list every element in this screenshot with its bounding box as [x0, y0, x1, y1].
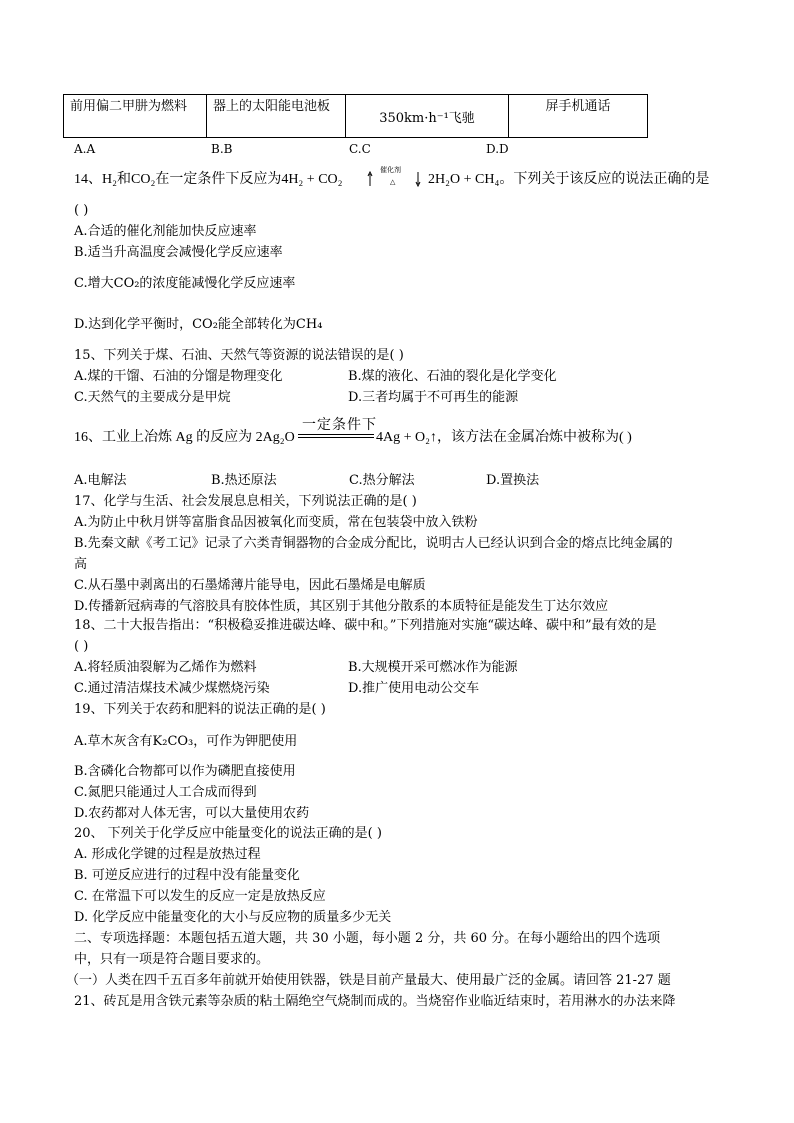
- q17-option-a: A.为防止中秋月饼等富脂食品因被氧化而变质，常在包装袋中放入铁粉: [74, 515, 478, 530]
- q19-stem: 19、下列关于农药和肥料的说法正确的是( ): [74, 702, 326, 717]
- q14-option-a: A.合适的催化剂能加快反应速率: [74, 224, 257, 239]
- q15-option-d: D.三者均属于不可再生的能源: [348, 390, 519, 405]
- q18-option-b: B.大规模开采可燃冰作为能源: [348, 660, 518, 675]
- q16-stem-b: 4Ag + O₂↑，该方法在金属冶炼中被称为( ): [376, 430, 632, 445]
- q15-option-b: B.煤的液化、石油的裂化是化学变化: [348, 369, 557, 384]
- q19-option-b: B.含磷化合物都可以作为磷肥直接使用: [74, 764, 296, 779]
- q18-stem: 18、二十大报告指出：“积极稳妥推进碳达峰、碳中和。”下列措施对实施“碳达峰、碳中和”最有效的是: [74, 618, 657, 633]
- q14-paren: ( ): [74, 203, 89, 218]
- q16-condition-line: [298, 434, 374, 435]
- q13-cell-2: 器上的太阳能电池板: [207, 95, 346, 138]
- q16-stem-a: 16、工业上冶炼 Ag 的反应为 2Ag₂O: [74, 430, 295, 445]
- q15-option-c: C.天然气的主要成分是甲烷: [74, 390, 231, 405]
- q20-option-a: A. 形成化学键的过程是放热过程: [74, 847, 261, 862]
- section2-header-cont: 中，只有一项是符合题目要求的。: [74, 952, 270, 967]
- q16-condition: 一定条件下: [302, 417, 377, 433]
- q16-option-a: A.电解法: [74, 473, 127, 488]
- q17-option-b: B.先秦文献《考工记》记录了六类青铜器物的合金成分配比，说明古人已经认识到合金的熔点比纯金属的: [74, 536, 673, 551]
- q17-stem: 17、化学与生活、社会发展息息相关，下列说法正确的是( ): [74, 494, 417, 509]
- q13-option-c: C.C: [349, 142, 371, 156]
- q14-catalyst-label: 催化剂: [380, 166, 401, 174]
- q20-option-d: D. 化学反应中能量变化的大小与反应物的质量多少无关: [74, 910, 392, 925]
- q15-option-a: A.煤的干馏、石油的分馏是物理变化: [74, 369, 283, 384]
- q14-heat-label: △: [390, 178, 396, 186]
- q13-table: [63, 94, 648, 138]
- q13-option-a: A.A: [74, 142, 96, 156]
- q14-option-d: D.达到化学平衡时，CO₂能全部转化为CH₄: [74, 317, 323, 332]
- q14-option-b: B.适当升高温度会减慢化学反应速率: [74, 245, 283, 260]
- q13-cell-3: 350km·h⁻¹飞驰: [346, 95, 509, 138]
- q17-option-d: D.传播新冠病毒的气溶胶具有胶体性质，其区别于其他分散系的本质特征是能发生丁达尔效应: [74, 599, 609, 614]
- q14-stem-b: 2H₂O + CH₄。下列关于该反应的说法正确的是: [428, 172, 710, 187]
- q17-option-c: C.从石墨中剥离出的石墨烯薄片能导电，因此石墨烯是电解质: [74, 578, 426, 593]
- section2-intro: （一）人类在四千五百多年前就开始使用铁器，铁是目前产量最大、使用最广泛的金属。请回答 21-27 题: [66, 973, 671, 988]
- q16-option-d: D.置换法: [486, 473, 540, 488]
- q13-option-d: D.D: [486, 142, 509, 156]
- q21-stem: 21、砖瓦是用含铁元素等杂质的粘土隔绝空气烧制而成的。当烧窑作业临近结束时，若用淋水的办法来降: [74, 994, 676, 1009]
- equilibrium-arrow-icon: [366, 166, 422, 190]
- q15-stem: 15、下列关于煤、石油、天然气等资源的说法错误的是( ): [74, 348, 404, 363]
- q13-cell-1: 前用偏二甲肼为燃料: [64, 95, 207, 138]
- q16-option-b: B.热还原法: [211, 473, 277, 488]
- q20-stem: 20、 下列关于化学反应中能量变化的说法正确的是( ): [74, 826, 382, 841]
- q19-option-d: D.农药都对人体无害，可以大量使用农药: [74, 806, 310, 821]
- q19-option-a: A.草木灰含有K₂CO₃，可作为钾肥使用: [74, 734, 298, 749]
- q14-reversible-arrow: [366, 166, 422, 190]
- q14-stem-a: 14、H₂和CO₂在一定条件下反应为4H₂ + CO₂: [74, 172, 343, 187]
- q16-option-c: C.热分解法: [349, 473, 415, 488]
- q18-option-a: A.将轻质油裂解为乙烯作为燃料: [74, 660, 257, 675]
- q18-paren: ( ): [74, 639, 89, 654]
- section2-header: 二、专项选择题：本题包括五道大题，共 30 小题，每小题 2 分，共 60 分。在每小题给出的四个选项: [74, 931, 661, 946]
- q20-option-b: B. 可逆反应进行的过程中没有能量变化: [74, 868, 300, 883]
- q17-option-b-cont: 高: [74, 557, 88, 572]
- q16-condition-line-2: [298, 437, 374, 438]
- q18-option-c: C.通过清洁煤技术减少煤燃烧污染: [74, 681, 270, 696]
- q13-option-b: B.B: [211, 142, 233, 156]
- q18-option-d: D.推广使用电动公交车: [348, 681, 480, 696]
- q20-option-c: C. 在常温下可以发生的反应一定是放热反应: [74, 889, 326, 904]
- q14-option-c: C.增大CO₂的浓度能减慢化学反应速率: [74, 276, 296, 291]
- q13-cell-4: 屏手机通话: [509, 95, 648, 138]
- q19-option-c: C.氮肥只能通过人工合成而得到: [74, 785, 257, 800]
